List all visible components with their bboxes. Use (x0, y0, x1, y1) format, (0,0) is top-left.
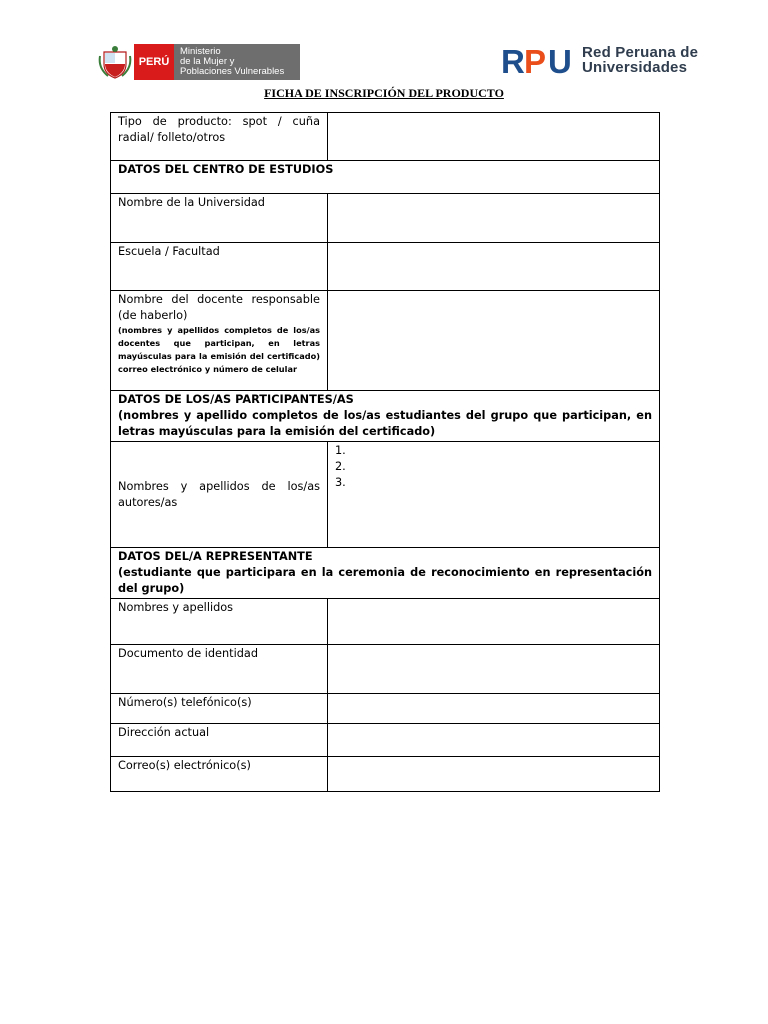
document-title: FICHA DE INSCRIPCIÓN DEL PRODUCTO (264, 86, 504, 100)
peru-label: PERÚ (134, 44, 174, 80)
svg-text:P: P (524, 43, 545, 77)
form-row-docente (111, 291, 660, 391)
svg-text:R: R (501, 43, 523, 77)
registration-form-table (110, 112, 660, 792)
field-autores[interactable] (328, 442, 660, 548)
ministry-line-2: de la Mujer y (180, 56, 235, 67)
label-telefono: Número(s) telefónico(s) (111, 694, 328, 724)
field-direccion[interactable] (328, 724, 660, 757)
form-row-escuela (111, 243, 660, 291)
rpu-logo (500, 43, 698, 77)
field-documento[interactable] (328, 645, 660, 694)
ministry-line-3: Poblaciones Vulnerables (180, 66, 285, 77)
field-tipo-producto[interactable] (328, 113, 660, 161)
author-item: 3. (335, 476, 346, 489)
svg-text:U: U (548, 43, 570, 77)
section-representante-cell (111, 548, 660, 599)
section-row-centro (111, 161, 660, 194)
field-universidad[interactable] (328, 194, 660, 243)
form-row-nombres (111, 599, 660, 645)
label-docente-cell (111, 291, 328, 391)
authors-list (335, 443, 652, 491)
label-docente: Nombre del docente responsable (de haberlo) (118, 293, 320, 322)
label-documento: Documento de identidad (111, 645, 328, 694)
section-representante-heading: DATOS DEL/A REPRESENTANTE (118, 550, 313, 563)
section-participantes-heading: DATOS DE LOS/AS PARTICIPANTES/AS (118, 393, 354, 406)
field-docente[interactable] (328, 291, 660, 391)
representante-note: (estudiante que participara en la ceremonia de reconocimiento en representación del grupo) (118, 566, 652, 595)
form-row-correo (111, 757, 660, 792)
form-row-autores (111, 442, 660, 548)
ministry-logo (98, 44, 300, 80)
form-row-documento (111, 645, 660, 694)
section-centro-heading: DATOS DEL CENTRO DE ESTUDIOS (111, 161, 660, 194)
rpu-name (582, 45, 698, 75)
label-autores: Nombres y apellidos de los/as autores/as (111, 442, 328, 548)
label-universidad: Nombre de la Universidad (111, 194, 328, 243)
rpu-line-1: Red Peruana de (582, 44, 699, 61)
form-row-tipo-producto (111, 113, 660, 161)
author-item: 2. (335, 460, 346, 473)
field-nombres[interactable] (328, 599, 660, 645)
label-tipo-producto: Tipo de producto: spot / cuña radial/ folleto/otros (111, 113, 328, 161)
section-row-representante (111, 548, 660, 599)
label-nombres: Nombres y apellidos (111, 599, 328, 645)
participantes-note: (nombres y apellido completos de los/as estudiantes del grupo que participan, en letras mayúsculas para la emisión del certificado) (118, 409, 652, 438)
rpu-line-2: Universidades (582, 59, 688, 76)
ministry-name (174, 44, 300, 80)
form-row-telefono (111, 694, 660, 724)
docente-note: (nombres y apellidos completos de los/as docentes que participan, en letras mayúsculas para la emisión del certificado) correo electrónico y número de celular (118, 325, 320, 374)
label-escuela: Escuela / Facultad (111, 243, 328, 291)
author-item: 1. (335, 444, 346, 457)
field-correo[interactable] (328, 757, 660, 792)
rpu-mark-icon (500, 43, 578, 77)
ministry-line-1: Ministerio (180, 46, 221, 57)
section-row-participantes (111, 391, 660, 442)
form-row-direccion (111, 724, 660, 757)
label-direccion: Dirección actual (111, 724, 328, 757)
form-row-universidad (111, 194, 660, 243)
field-escuela[interactable] (328, 243, 660, 291)
peru-coat-of-arms-icon (98, 44, 132, 80)
field-telefono[interactable] (328, 694, 660, 724)
label-correo: Correo(s) electrónico(s) (111, 757, 328, 792)
section-participantes-cell (111, 391, 660, 442)
